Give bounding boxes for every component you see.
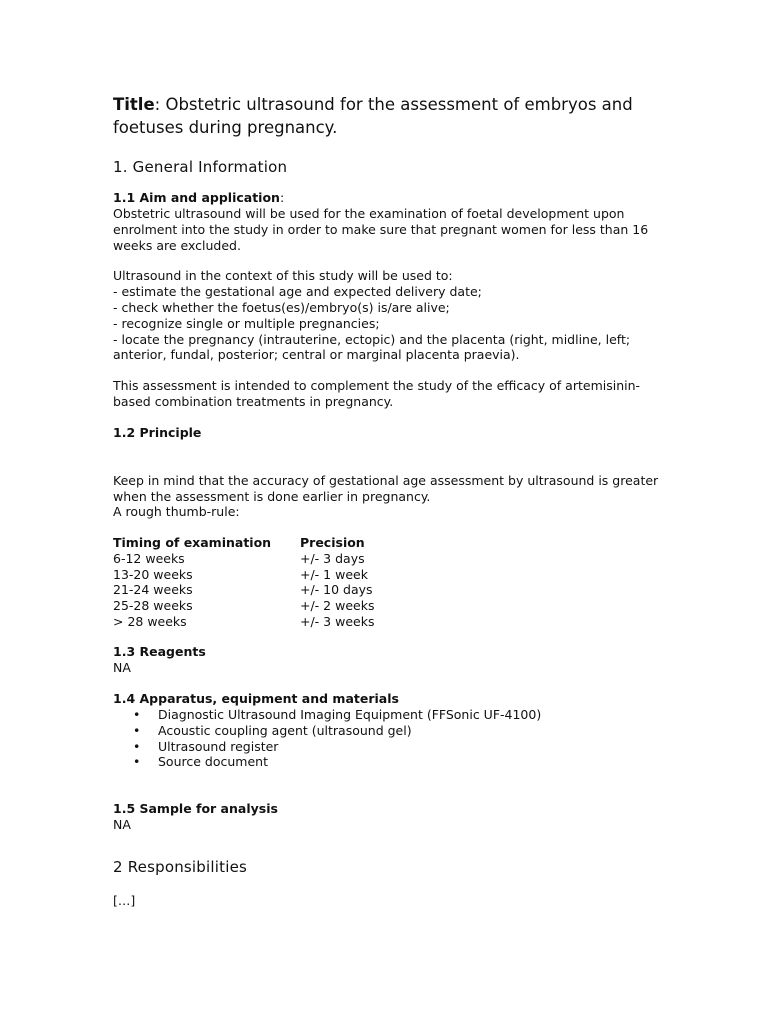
reagents-value: NA [113,660,131,676]
list-item-text: Acoustic coupling agent (ultrasound gel) [158,722,412,738]
list-item [133,739,673,755]
usage-item: - check whether the foetus(es)/embryo(s) is/are alive; [113,299,450,315]
bullet-icon: • [133,738,141,754]
table-cell-timing: 25-28 weeks [113,597,193,613]
section-1-4-heading: 1.4 Apparatus, equipment and materials [113,691,399,707]
section-1-3-heading: 1.3 Reagents [113,644,206,660]
table-cell-timing: 21-24 weeks [113,582,193,598]
title-label: Title [113,95,155,114]
equipment-list [113,707,673,770]
sample-value: NA [113,816,131,832]
table-cell-timing: 6-12 weeks [113,550,185,566]
aim-paragraph: Obstetric ultrasound will be used for the examination of foetal development upon enrolment into the study in order to make sure that pregnant women for less than 16 weeks are excluded. [113,206,649,253]
precision-table [113,535,673,629]
section-1-1-colon: : [279,190,285,205]
usage-item: - recognize single or multiple pregnancies; [113,315,380,331]
document-title [113,93,673,139]
usage-item: - estimate the gestational age and expected delivery date; [113,284,482,300]
list-item [133,754,673,770]
thumb-rule-label: A rough thumb-rule: [113,504,240,520]
table-cell-precision: +/- 10 days [300,582,373,598]
bullet-icon: • [133,707,141,723]
section-1-2-heading: 1.2 Principle [113,424,202,440]
table-header-timing: Timing of examination [113,535,272,551]
title-text: : Obstetric ultrasound for the assessment of embryos and foetuses during pregnancy. [113,95,633,137]
table-cell-precision: +/- 2 weeks [300,597,375,613]
section-1-1-heading-line [113,190,673,206]
document-page [113,93,673,909]
table-cell-timing: 13-20 weeks [113,566,193,582]
table-header-precision: Precision [300,535,365,551]
principle-paragraph: Keep in mind that the accuracy of gestational age assessment by ultrasound is greater when the assessment is done earlier in pregnancy. [113,472,659,504]
section-1-5-heading: 1.5 Sample for analysis [113,800,278,816]
usage-intro: Ultrasound in the context of this study will be used to: [113,268,453,284]
bullet-icon: • [133,754,141,770]
section-2-heading: 2 Responsibilities [113,857,248,876]
section-1-1-heading: 1.1 Aim and application [113,190,280,205]
table-cell-precision: +/- 1 week [300,566,368,582]
usage-item: - locate the pregnancy (intrauterine, ectopic) and the placenta (right, midline, left; anterior, fundal, posterior; central or marginal placenta praevia). [113,331,631,363]
table-cell-precision: +/- 3 weeks [300,613,375,629]
list-item-text: Source document [158,754,268,770]
section-1-heading: 1. General Information [113,158,288,176]
bullet-icon: • [133,722,141,738]
list-item [133,723,673,739]
assessment-paragraph: This assessment is intended to complement the study of the efficacy of artemisinin-based combination treatments in pregnancy. [113,378,641,409]
list-item-text: Diagnostic Ultrasound Imaging Equipment (FFSonic UF-4100) [158,707,542,723]
responsibilities-placeholder: […] [113,892,136,908]
list-item [133,707,673,723]
list-item-text: Ultrasound register [158,738,279,754]
table-cell-timing: > 28 weeks [113,613,187,629]
table-cell-precision: +/- 3 days [300,550,365,566]
